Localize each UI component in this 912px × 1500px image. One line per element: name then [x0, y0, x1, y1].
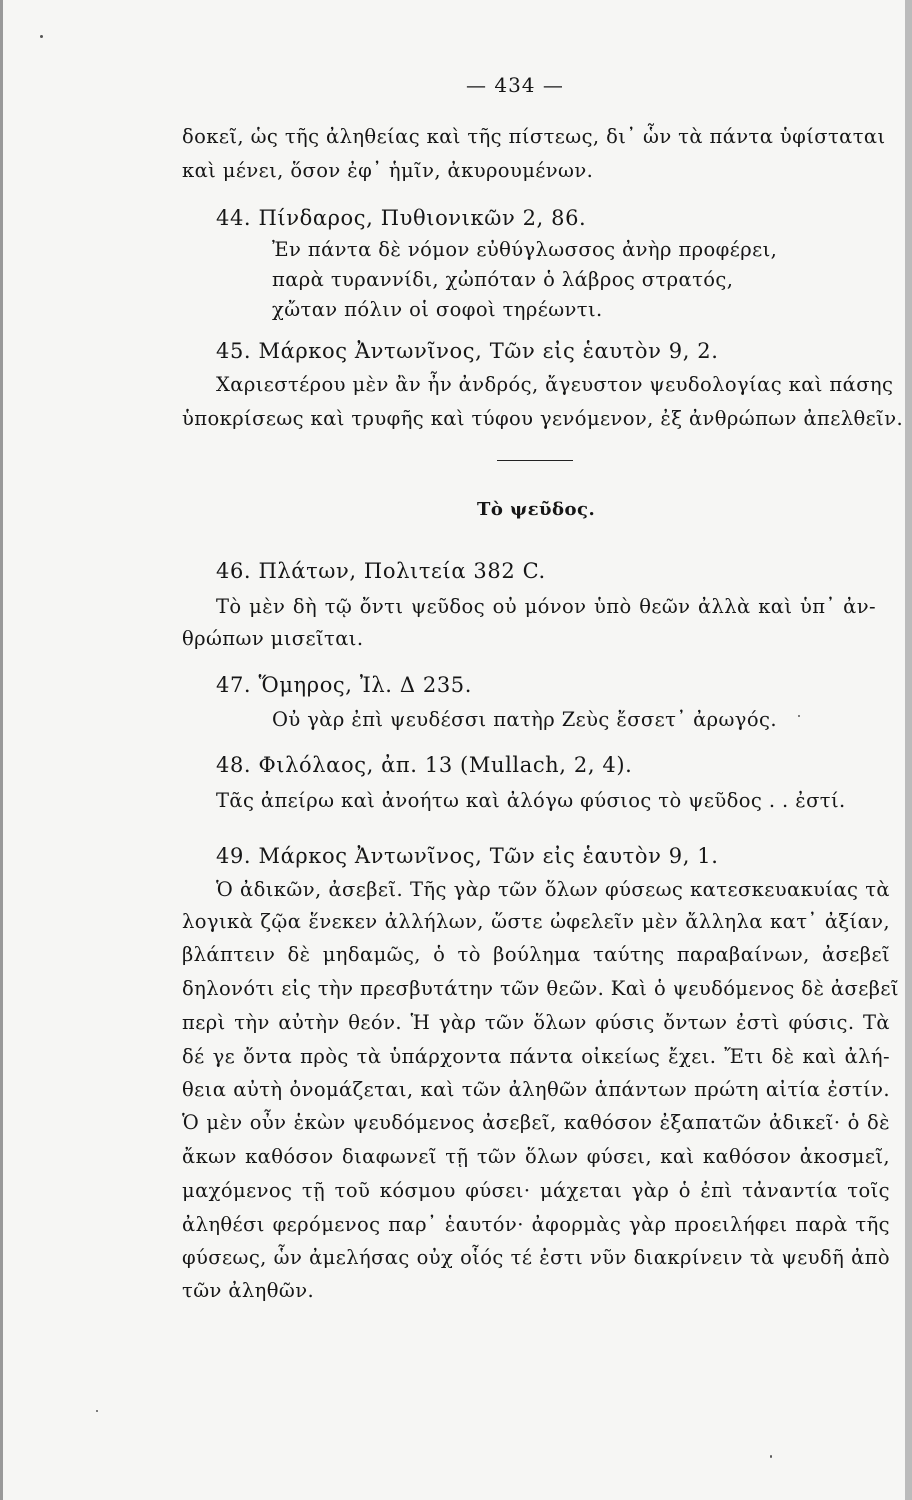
entry-47-heading: 47. Ὅμηρος, Ἰλ. Δ 235.	[216, 673, 473, 697]
entry-49-line-5: περὶ τὴν αὐτὴν θεόν. Ἡ γὰρ τῶν ὅλων φύσις ὄντων ἐστὶ φύσις. Τὰ	[182, 1011, 890, 1034]
entry-48-heading: 48. Φιλόλαος, ἀπ. 13 (Mullach, 2, 4).	[216, 753, 633, 777]
entry-49-line-1: Ὁ ἀδικῶν, ἀσεβεῖ. Τῆς γὰρ τῶν ὅλων φύσεως κατεσκευακυίας τὰ	[216, 878, 890, 901]
page-edge-shadow	[0, 0, 3, 1500]
entry-49-line-4: δηλονότι εἰς τὴν πρεσβυτάτην τῶν θεῶν. Καὶ ὁ ψευδόμενος δὲ ἀσεβεῖ	[182, 977, 899, 1000]
section-divider-rule	[497, 460, 573, 461]
paper-speck	[770, 1455, 772, 1458]
page-number: — 434 —	[466, 73, 564, 97]
page-edge-shadow-right	[905, 0, 912, 1500]
section-title: Τὸ ψεῦδος.	[477, 499, 596, 520]
entry-49-line-8: Ὁ μὲν οὖν ἑκὼν ψευδόμενος ἀσεβεῖ, καθόσον ἐξαπατῶν ἀδικεῖ· ὁ δὲ	[182, 1111, 890, 1134]
entry-44-verse-2: παρὰ τυραννίδι, χὠπόταν ὁ λάβρος στρατός,	[272, 268, 734, 291]
paper-speck	[798, 715, 800, 717]
entry-49-line-6: δέ γε ὄντα πρὸς τὰ ὑπάρχοντα πάντα οἰκείως ἔχει. Ἔτι δὲ καὶ ἀλή-	[182, 1045, 890, 1068]
entry-49-line-10: μαχόμενος τῇ τοῦ κόσμου φύσει· μάχεται γὰρ ὁ ἐπὶ τἀναντία τοῖς	[182, 1179, 890, 1202]
paper-speck	[40, 35, 43, 38]
entry-48-line-1: Τᾶς ἀπείρω καὶ ἀνοήτω καὶ ἀλόγω φύσιος τὸ ψεῦδος . . ἐστί.	[216, 789, 846, 812]
entry-46-line-1: Τὸ μὲν δὴ τῷ ὄντι ψεῦδος οὐ μόνον ὑπὸ θεῶν ἀλλὰ καὶ ὑπ᾽ ἀν-	[216, 595, 876, 618]
entry-49-line-11: ἀληθέσι φερόμενος παρ᾽ ἑαυτόν· ἀφορμὰς γὰρ προειλήφει παρὰ τῆς	[182, 1213, 890, 1236]
entry-49-line-3: βλάπτειν δὲ μηδαμῶς, ὁ τὸ βούλημα ταύτης παραβαίνων, ἀσεβεῖ	[182, 943, 890, 966]
entry-49-line-7: θεια αὐτὴ ὀνομάζεται, καὶ τῶν ἀληθῶν ἁπάντων πρώτη αἰτία ἐστίν.	[182, 1078, 890, 1101]
entry-45-line-1: Χαριεστέρου μὲν ἂν ἦν ἀνδρός, ἄγευστον ψευδολογίας καὶ πάσης	[216, 373, 894, 396]
intro-line-2: καὶ μένει, ὅσον ἐφ᾽ ἡμῖν, ἀκυρουμένων.	[182, 159, 594, 182]
entry-45-line-2: ὑποκρίσεως καὶ τρυφῆς καὶ τύφου γενόμενον, ἐξ ἀνθρώπων ἀπελθεῖν.	[182, 407, 904, 430]
entry-46-line-2: θρώπων μισεῖται.	[182, 627, 364, 650]
entry-44-heading: 44. Πίνδαρος, Πυθιονικῶν 2, 86.	[216, 206, 587, 230]
entry-49-line-2: λογικὰ ζῷα ἕνεκεν ἀλλήλων, ὥστε ὠφελεῖν μὲν ἄλληλα κατ᾽ ἀξίαν,	[182, 910, 890, 933]
intro-line-1: δοκεῖ, ὡς τῆς ἀληθείας καὶ τῆς πίστεως, δι᾽ ὧν τὰ πάντα ὑφίσταται	[182, 125, 886, 148]
entry-44-verse-3: χὤταν πόλιν οἱ σοφοὶ τηρέωντι.	[272, 298, 603, 321]
entry-49-line-9: ἄκων καθόσον διαφωνεῖ τῇ τῶν ὅλων φύσει, καὶ καθόσον ἀκοσμεῖ,	[182, 1145, 890, 1168]
entry-49-line-13: τῶν ἀληθῶν.	[182, 1279, 315, 1302]
entry-45-heading: 45. Μάρκος Ἀντωνῖνος, Τῶν εἰς ἑαυτὸν 9, 2.	[216, 339, 719, 363]
entry-49-line-12: φύσεως, ὧν ἀμελήσας οὐχ οἷός τέ ἐστι νῦν διακρίνειν τὰ ψευδῆ ἀπὸ	[182, 1246, 890, 1269]
entry-46-heading: 46. Πλάτων, Πολιτεία 382 C.	[216, 559, 546, 583]
entry-44-verse-1: Ἐν πάντα δὲ νόμον εὐθύγλωσσος ἀνὴρ προφέρει,	[272, 238, 778, 261]
paper-speck	[96, 1410, 98, 1412]
entry-49-heading: 49. Μάρκος Ἀντωνῖνος, Τῶν εἰς ἑαυτὸν 9, 1.	[216, 844, 719, 868]
entry-47-line-1: Οὐ γὰρ ἐπὶ ψευδέσσι πατὴρ Ζεὺς ἔσσετ᾽ ἀρωγός.	[272, 708, 777, 731]
